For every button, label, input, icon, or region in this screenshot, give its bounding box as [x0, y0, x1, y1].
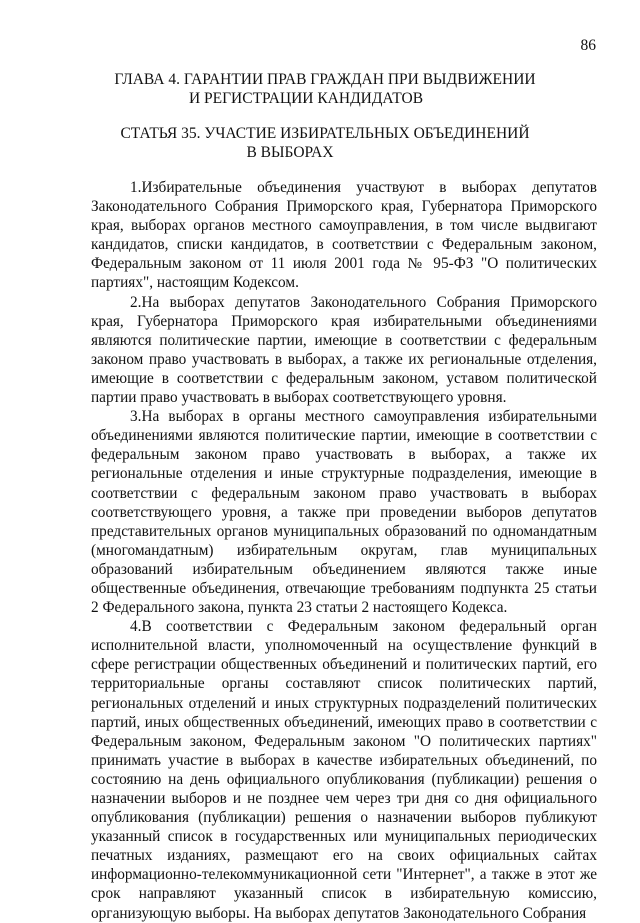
chapter-heading-line1: ГЛАВА 4. ГАРАНТИИ ПРАВ ГРАЖДАН ПРИ ВЫДВИЖЕНИИ [114, 71, 536, 88]
article-heading [0, 124, 640, 162]
body-text [91, 178, 597, 923]
paragraph-2: 2.На выборах депутатов Законодательного Собрания Приморского края, Губернатора Приморского края избирательными объединениями являются политические партии, имеющие в соответствии с федеральным законом право участвовать в выборах, а также их региональные отделения, имеющие в соответствии с федеральным законом, уставом политической партии право участвовать в выборах соответствующего уровня. [91, 293, 597, 407]
chapter-heading [0, 70, 640, 108]
article-heading-line1: СТАТЬЯ 35. УЧАСТИЕ ИЗБИРАТЕЛЬНЫХ ОБЪЕДИНЕНИЙ [120, 125, 530, 142]
paragraph-3: 3.На выборах в органы местного самоуправления избирательными объединениями являются политические партии, имеющие в соответствии с федеральным законом право участвовать в выборах, а также их региональные отделения и иные структурные подразделения, имеющие в соответствии с федеральным законом право участвовать в выборах соответствующего уровня, а также при проведении выборов депутатов представительных органов муниципальных образований по одномандатным (многомандатным) избирательным округам, глав муниципальных образований избирательным объединением являются также иные общественные объединения, отвечающие требованиям подпункта 25 статьи 2 Федерального закона, пункта 23 статьи 2 настоящего Кодекса. [91, 408, 597, 617]
paragraph-1: 1.Избирательные объединения участвуют в выборах депутатов Законодательного Собрания Приморского края, Губернатора Приморского края, выборах органов местного самоуправления, в том числе выдвигают кандидатов, списки кандидатов, в соответствии с Федеральным законом, Федеральным законом от 11 июля 2001 года № 95-ФЗ "О политических партиях", настоящим Кодексом. [91, 179, 597, 292]
page-number: 86 [580, 37, 596, 54]
article-heading-line2: В ВЫБОРАХ [246, 144, 334, 161]
chapter-heading-line2: И РЕГИСТРАЦИИ КАНДИДАТОВ [188, 90, 424, 107]
paragraph-4: 4.В соответствии с Федеральным законом федеральный орган исполнительной власти, уполномоченный на осуществление функций в сфере регистрации общественных объединений и политических партий, его территориальные органы составляют список политических партий, региональных отделений и иных структурных подразделений политических партий, иных общественных объединений, имеющих право в соответствии с Федеральным законом, Федеральным законом "О политических партиях" принимать участие в выборах в качестве избирательных объединений, по состоянию на день официального опубликования (публикации) решения о назначении выборов и не позднее чем через три дня со дня официального опубликования (публикации) решения о назначении выборов публикуют указанный список в государственных или муниципальных периодических печатных изданиях, размещают его на своих официальных сайтах информационно-телекоммуникационной сети "Интернет", а также в этот же срок направляют указанный список в избирательную комиссию, организующую выборы. На выборах депутатов Законодательного Собрания [91, 618, 597, 922]
